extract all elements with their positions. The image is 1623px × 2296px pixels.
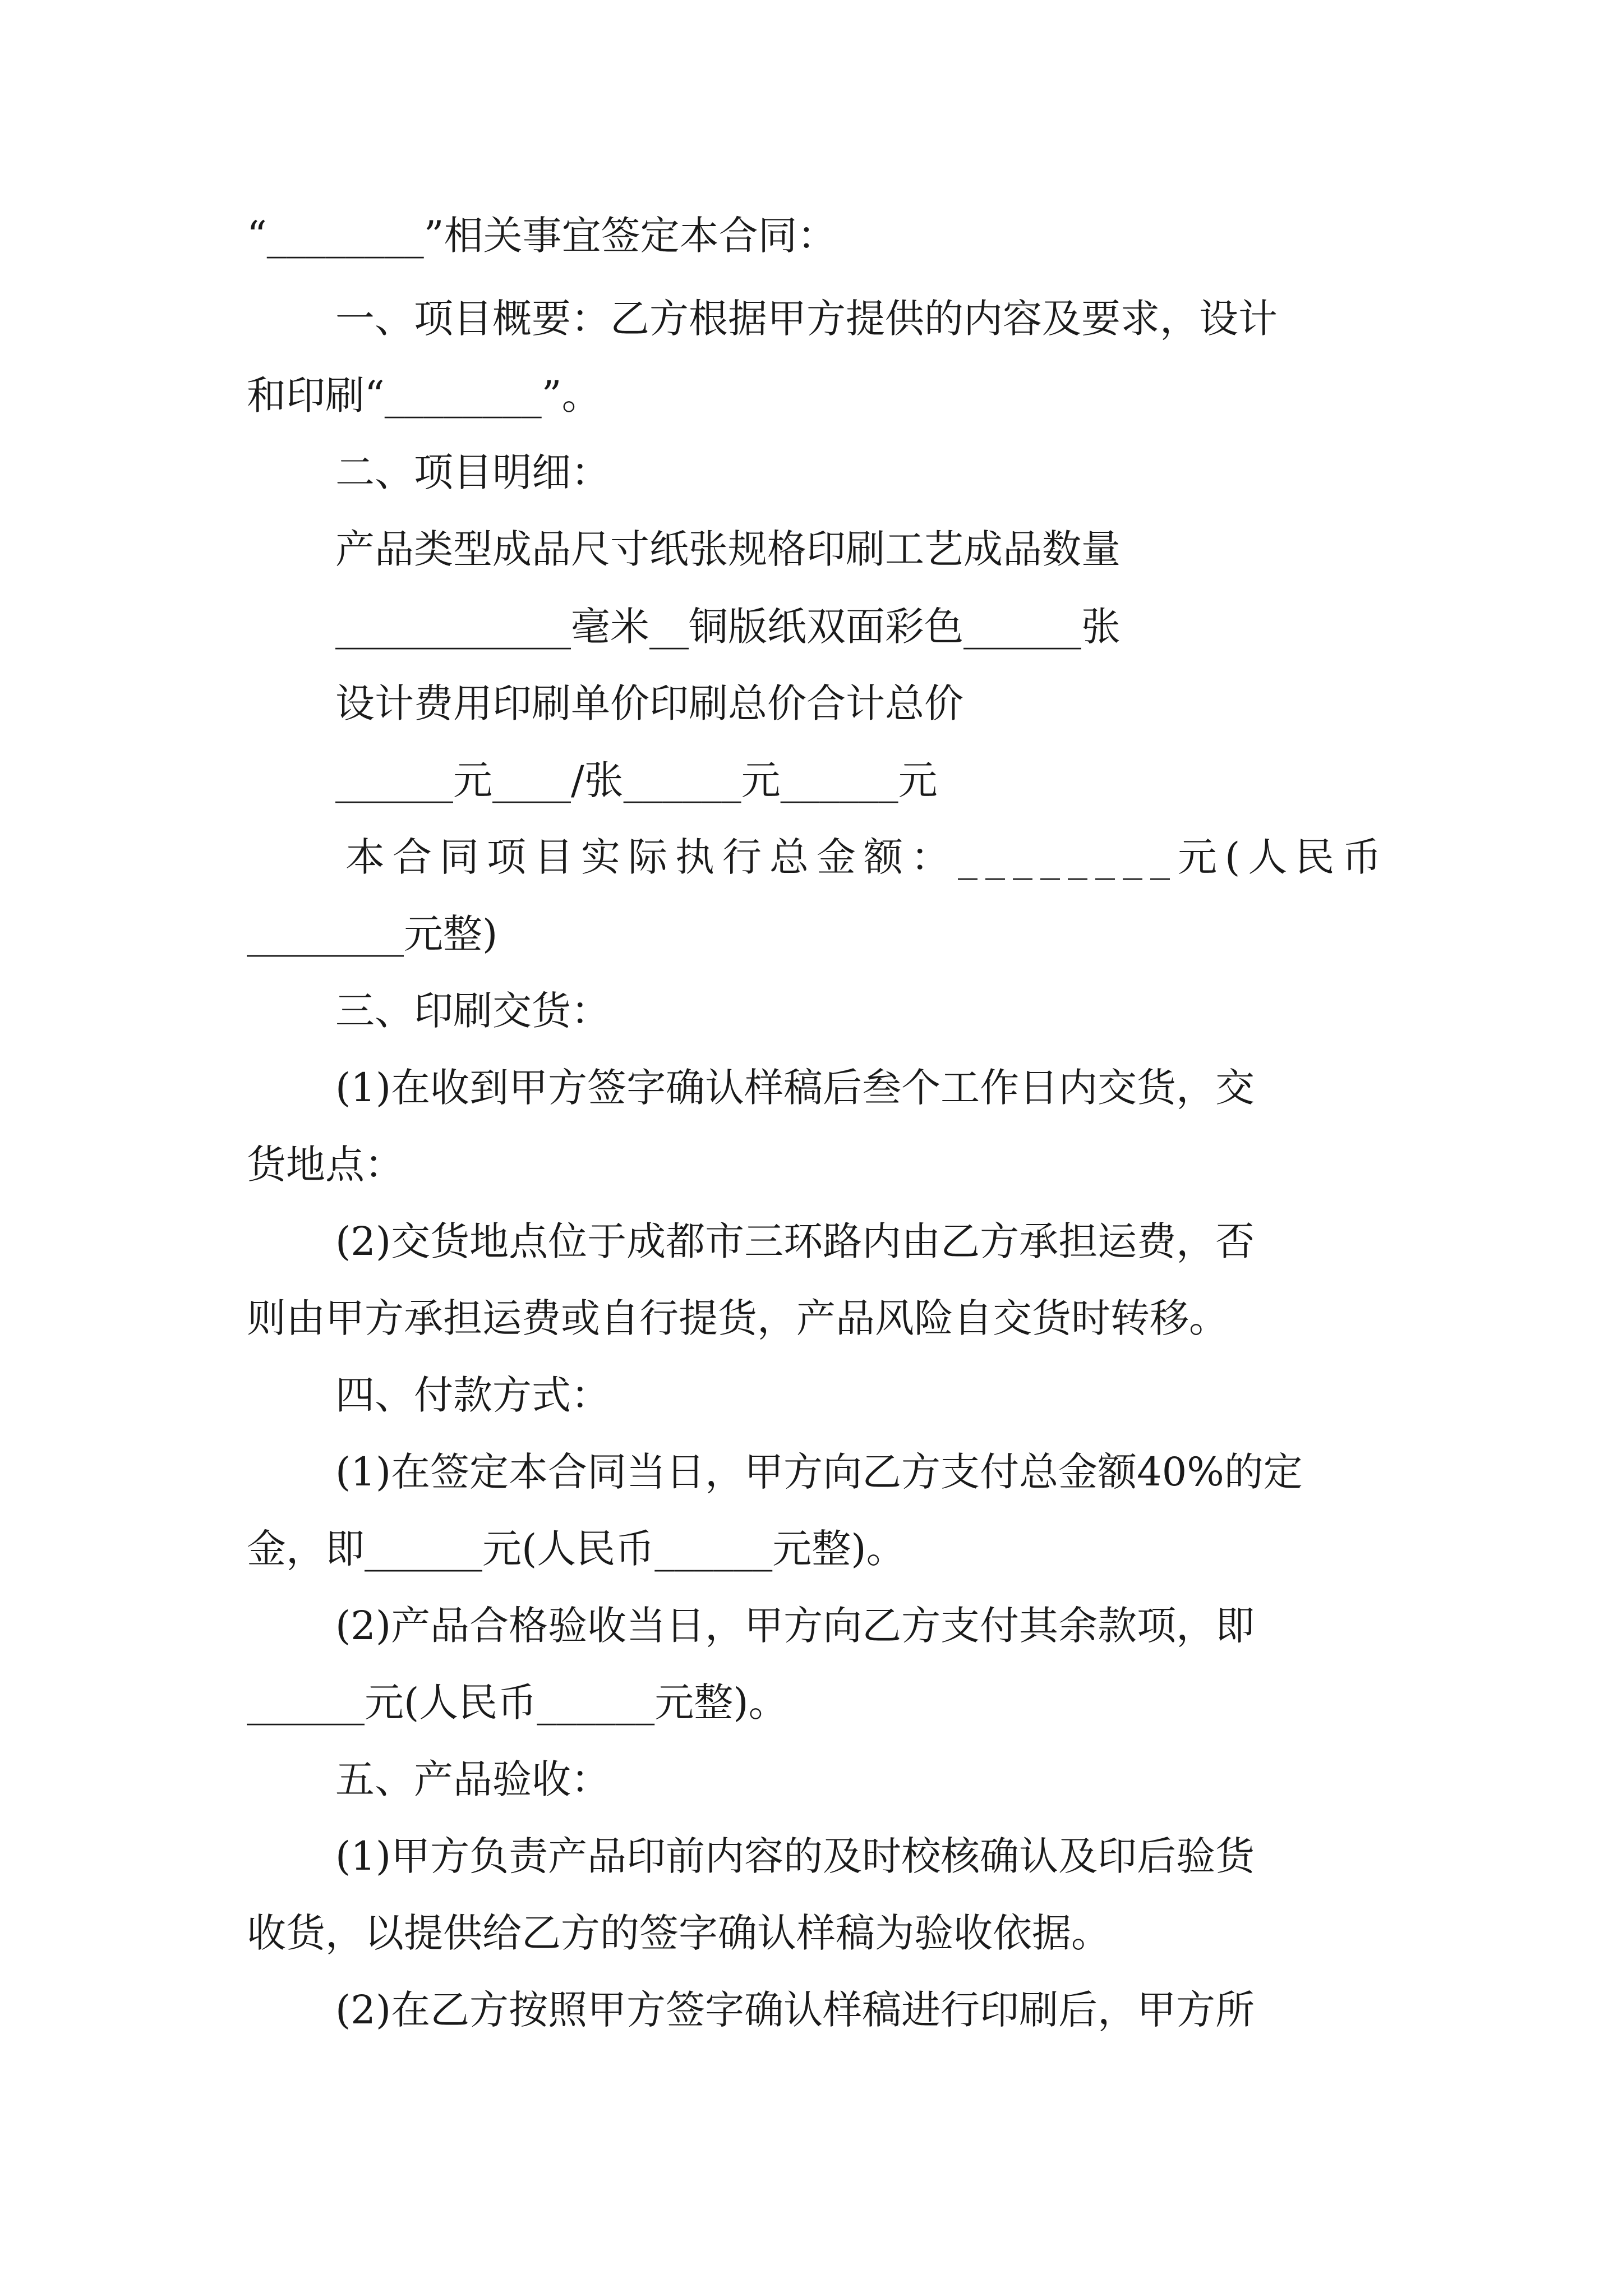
text-line: (2)在乙方按照甲方签字确认样稿进行印刷后，甲方所 <box>335 1987 1255 2033</box>
text-line: “________”相关事宜签定本合同： <box>247 213 837 259</box>
text-line: 金，即______元(人民币______元整)。 <box>247 1526 906 1572</box>
text-line: (1)在签定本合同当日，甲方向乙方支付总金额40%的定 <box>335 1449 1303 1495</box>
text-line: 产品类型成品尺寸纸张规格印刷工艺成品数量 <box>335 526 1121 572</box>
text-line: 收货，以提供给乙方的签字确认样稿为验收依据。 <box>247 1910 1110 1956</box>
text-line: (2)交货地点位于成都市三环路内由乙方承担运费，否 <box>335 1218 1255 1264</box>
text-line: 三、印刷交货： <box>335 988 610 1034</box>
text-line: 四、付款方式： <box>335 1372 610 1418</box>
text-line: ________元整) <box>247 911 498 957</box>
text-line: ____________毫米__铜版纸双面彩色______张 <box>335 604 1121 650</box>
text-line: 和印刷“________”。 <box>247 372 601 418</box>
text-line: (1)甲方负责产品印前内容的及时校核确认及印后验货 <box>335 1833 1255 1879</box>
text-line: 本合同项目实际执行总金额：________元(人民币 <box>345 834 1390 880</box>
text-line: 五、产品验收： <box>335 1756 610 1802</box>
text-line: 则由甲方承担运费或自行提货，产品风险自交货时转移。 <box>247 1295 1228 1341</box>
text-line: ______元(人民币______元整)。 <box>247 1680 788 1726</box>
text-line: 设计费用印刷单价印刷总价合计总价 <box>335 680 963 726</box>
text-line: ______元____/张______元______元 <box>335 757 938 803</box>
text-line: 二、项目明细： <box>335 449 610 495</box>
text-line: 货地点： <box>247 1142 404 1188</box>
text-line: 一、项目概要：乙方根据甲方提供的内容及要求，设计 <box>335 296 1278 342</box>
text-line: (1)在收到甲方签字确认样稿后叁个工作日内交货，交 <box>335 1065 1255 1111</box>
text-line: (2)产品合格验收当日，甲方向乙方支付其余款项，即 <box>335 1603 1255 1649</box>
